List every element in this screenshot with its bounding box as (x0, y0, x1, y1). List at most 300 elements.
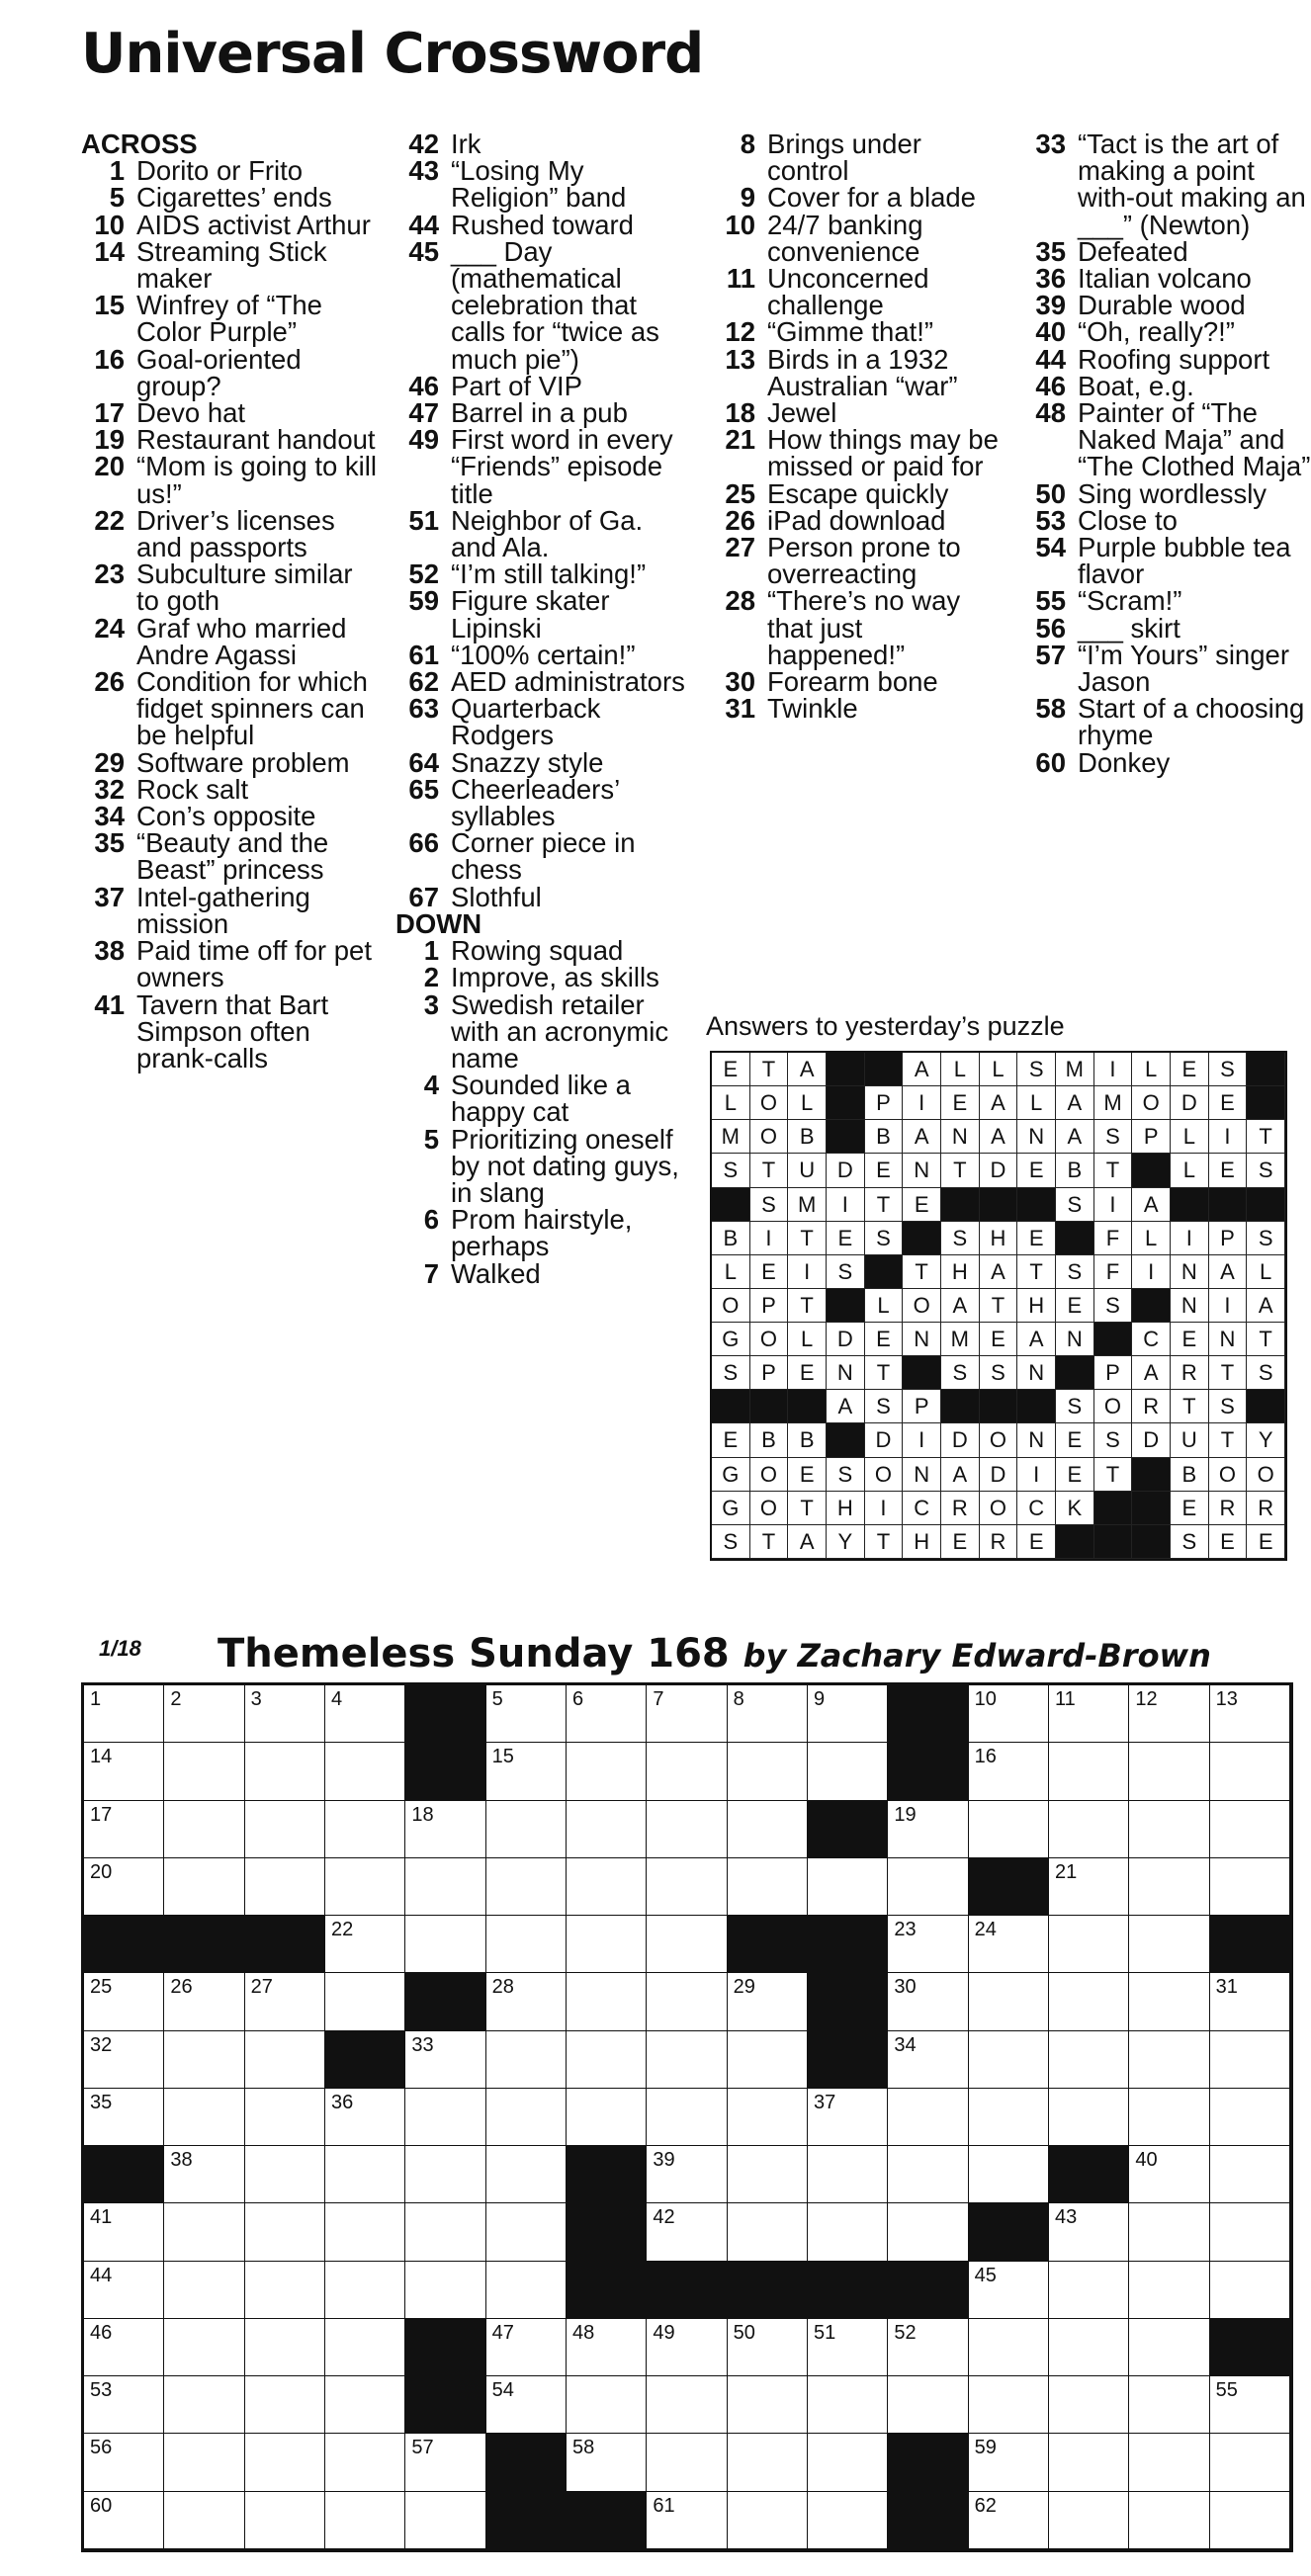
down-clue (1020, 693, 1311, 751)
grid-cell[interactable] (164, 2203, 244, 2261)
grid-cell[interactable] (84, 2262, 164, 2319)
grid-cell[interactable] (1049, 2203, 1129, 2261)
grid-cell[interactable] (84, 2319, 164, 2376)
grid-cell[interactable] (647, 1743, 727, 1800)
answer-cell: L (941, 1053, 980, 1086)
grid-cell[interactable] (1210, 2262, 1290, 2319)
grid-cell[interactable] (1049, 1916, 1129, 1973)
grid-cell[interactable] (1049, 1743, 1129, 1800)
grid-cell[interactable] (1210, 2434, 1290, 2491)
answer-cell: D (827, 1323, 865, 1356)
grid-cell[interactable] (1129, 2319, 1209, 2376)
grid-cell[interactable] (164, 2262, 244, 2319)
grid-cell[interactable] (888, 2319, 968, 2376)
grid-cell[interactable] (164, 1685, 244, 1743)
cell-number: 42 (653, 2206, 675, 2229)
clue-number: 50 (1035, 477, 1066, 509)
answer-cell: P (865, 1086, 904, 1120)
grid-cell[interactable] (969, 2146, 1049, 2203)
puzzle-title: Themeless Sunday 168 (218, 1631, 730, 1676)
grid-cell[interactable] (1049, 2262, 1129, 2319)
grid-cell[interactable] (245, 2031, 325, 2089)
grid-cell[interactable] (567, 2089, 647, 2146)
grid-cell[interactable] (1049, 1973, 1129, 2030)
answer-cell: I (827, 1188, 865, 1222)
grid-cell[interactable] (808, 2434, 888, 2491)
grid-cell[interactable] (84, 1801, 164, 1858)
answer-cell: E (1017, 1525, 1056, 1559)
grid-cell[interactable] (1210, 2376, 1290, 2434)
grid-cell[interactable] (325, 1801, 405, 1858)
grid-cell[interactable] (325, 2203, 405, 2261)
clue-text: “Losing My Religion” band (451, 155, 627, 214)
grid-cell[interactable] (164, 2146, 244, 2203)
cell-number: 49 (653, 2321, 675, 2344)
answer-cell: B (865, 1120, 904, 1154)
clue-number: 59 (408, 585, 439, 617)
grid-cell[interactable] (647, 1801, 727, 1858)
answer-cell: A (1056, 1120, 1094, 1154)
clue-number: 64 (408, 746, 439, 778)
grid-cell[interactable] (728, 1858, 808, 1916)
grid-cell[interactable] (567, 1916, 647, 1973)
grid-cell[interactable] (486, 2203, 567, 2261)
answer-black-square (1017, 1188, 1056, 1222)
grid-cell[interactable] (1129, 2376, 1209, 2434)
grid-cell[interactable] (325, 1858, 405, 1916)
grid-cell[interactable] (1129, 1801, 1209, 1858)
grid-cell[interactable] (888, 1801, 968, 1858)
down-clue (710, 209, 1003, 267)
grid-cell[interactable] (325, 1973, 405, 2030)
grid-cell[interactable] (647, 2089, 727, 2146)
grid-cell[interactable] (325, 2089, 405, 2146)
grid-cell[interactable] (245, 2262, 325, 2319)
grid-cell[interactable] (325, 2376, 405, 2434)
grid-cell[interactable] (84, 2031, 164, 2089)
grid-cell[interactable] (1129, 1858, 1209, 1916)
grid-cell[interactable] (325, 2146, 405, 2203)
grid-cell[interactable] (1210, 1973, 1290, 2030)
grid-cell[interactable] (647, 2434, 727, 2491)
grid-cell[interactable] (486, 2376, 567, 2434)
cell-number: 37 (814, 2091, 836, 2113)
answer-cell: T (1247, 1323, 1285, 1356)
grid-cell[interactable] (808, 1685, 888, 1743)
grid-cell[interactable] (888, 1858, 968, 1916)
grid-cell[interactable] (1210, 2031, 1290, 2089)
grid-cell[interactable] (728, 2031, 808, 2089)
grid-cell[interactable] (969, 2089, 1049, 2146)
grid-cell[interactable] (164, 2434, 244, 2491)
grid-cell[interactable] (728, 1743, 808, 1800)
black-square (888, 1685, 968, 1743)
grid-cell[interactable] (888, 2203, 968, 2261)
grid-cell[interactable] (1210, 2203, 1290, 2261)
answer-cell: E (788, 1356, 827, 1390)
answer-black-square (788, 1390, 827, 1423)
across-clue (81, 155, 378, 187)
grid-cell[interactable] (1129, 2434, 1209, 2491)
across-clue (81, 209, 378, 240)
grid-cell[interactable] (84, 1858, 164, 1916)
answer-cell: O (750, 1120, 789, 1154)
grid-cell[interactable] (969, 2319, 1049, 2376)
across-clue (395, 504, 688, 563)
grid-cell[interactable] (647, 1685, 727, 1743)
cell-number: 4 (331, 1688, 343, 1710)
grid-cell[interactable] (325, 1916, 405, 1973)
across-clue (81, 343, 378, 401)
clue-text: Devo hat (136, 397, 246, 429)
grid-cell[interactable] (647, 1916, 727, 1973)
grid-cell[interactable] (888, 2031, 968, 2089)
grid-cell[interactable] (1210, 2089, 1290, 2146)
across-clue (81, 827, 378, 886)
grid-cell[interactable] (325, 2319, 405, 2376)
grid-cell[interactable] (164, 1743, 244, 1800)
grid-cell[interactable] (567, 2376, 647, 2434)
grid-cell[interactable] (1049, 2319, 1129, 2376)
grid-cell[interactable] (486, 2146, 567, 2203)
grid-cell[interactable] (405, 1916, 485, 1973)
grid-cell[interactable] (1129, 2146, 1209, 2203)
cell-number: 11 (1055, 1688, 1076, 1710)
answer-black-square (827, 1289, 865, 1323)
grid-cell[interactable] (888, 1916, 968, 1973)
answer-cell: E (827, 1222, 865, 1255)
cell-number: 10 (974, 1688, 997, 1710)
clue-text: ___ Day (mathematical celebration that calls for “twice as much pie”) (451, 235, 659, 375)
across-clue (395, 693, 688, 751)
answer-cell: B (712, 1222, 750, 1255)
grid-cell[interactable] (888, 2089, 968, 2146)
grid-cell[interactable] (567, 2319, 647, 2376)
grid-cell[interactable] (84, 2376, 164, 2434)
grid-cell[interactable] (647, 1858, 727, 1916)
clue-text: Rowing squad (451, 935, 624, 967)
answer-cell: E (1209, 1525, 1248, 1559)
grid-cell[interactable] (1210, 2492, 1290, 2549)
grid-cell[interactable] (164, 2089, 244, 2146)
grid-cell[interactable] (647, 2203, 727, 2261)
grid-cell[interactable] (567, 2031, 647, 2089)
cell-number: 61 (653, 2494, 675, 2517)
grid-cell[interactable] (728, 2434, 808, 2491)
clue-text: Quarterback Rodgers (451, 693, 601, 751)
grid-cell[interactable] (84, 2492, 164, 2549)
cell-number: 29 (733, 1976, 755, 1999)
clue-text: Driver’s licenses and passports (136, 504, 335, 563)
answer-cell: S (1017, 1053, 1056, 1086)
grid-cell[interactable] (405, 2203, 485, 2261)
cell-number: 27 (250, 1976, 273, 1999)
grid-cell[interactable] (969, 1685, 1049, 1743)
grid-cell[interactable] (1049, 2031, 1129, 2089)
grid-cell[interactable] (567, 1801, 647, 1858)
grid-cell[interactable] (1129, 1685, 1209, 1743)
clue-number: 11 (726, 263, 755, 295)
answer-cell: E (750, 1255, 789, 1289)
puzzle-heading (218, 1631, 1211, 1676)
clue-number: 29 (94, 746, 125, 778)
grid-cell[interactable] (1129, 1973, 1209, 2030)
grid-cell[interactable] (245, 2146, 325, 2203)
grid-cell[interactable] (325, 2262, 405, 2319)
black-square (84, 2146, 164, 2203)
answer-cell: S (941, 1356, 980, 1390)
grid-cell[interactable] (728, 2492, 808, 2549)
grid-cell[interactable] (1210, 1743, 1290, 1800)
down-clue (1020, 399, 1311, 480)
grid-cell[interactable] (1049, 1685, 1129, 1743)
clue-number: 17 (94, 397, 125, 429)
answer-cell: B (1171, 1458, 1209, 1492)
grid-cell[interactable] (567, 2434, 647, 2491)
grid-cell[interactable] (808, 1743, 888, 1800)
grid-cell[interactable] (486, 1858, 567, 1916)
grid-cell[interactable] (325, 2434, 405, 2491)
grid-cell[interactable] (647, 2031, 727, 2089)
grid-cell[interactable] (1210, 2146, 1290, 2203)
clue-text: Rushed toward (451, 209, 634, 240)
grid-cell[interactable] (1129, 2203, 1209, 2261)
answer-black-square (865, 1053, 904, 1086)
clue-text: Sounded like a happy cat (451, 1070, 631, 1128)
grid-cell[interactable] (405, 2146, 485, 2203)
grid-cell[interactable] (728, 2146, 808, 2203)
grid-cell[interactable] (567, 1743, 647, 1800)
cell-number: 33 (411, 2033, 434, 2056)
grid-cell[interactable] (84, 1973, 164, 2030)
grid-cell[interactable] (728, 2203, 808, 2261)
answer-cell: A (1247, 1289, 1285, 1323)
cell-number: 35 (90, 2091, 113, 2113)
grid-cell[interactable] (969, 2262, 1049, 2319)
clue-number: 54 (1035, 532, 1066, 563)
black-square (486, 2492, 567, 2549)
answer-cell: N (1056, 1323, 1094, 1356)
grid-cell[interactable] (164, 1858, 244, 1916)
grid-cell[interactable] (245, 1743, 325, 1800)
grid-cell[interactable] (808, 2146, 888, 2203)
grid-cell[interactable] (1129, 2089, 1209, 2146)
grid-cell[interactable] (808, 2319, 888, 2376)
grid-cell[interactable] (647, 2319, 727, 2376)
grid-cell[interactable] (1049, 1801, 1129, 1858)
grid-cell[interactable] (728, 1973, 808, 2030)
answer-cell: E (1056, 1289, 1094, 1323)
answer-cell: I (1209, 1120, 1248, 1154)
grid-cell[interactable] (84, 1743, 164, 1800)
grid-cell[interactable] (647, 2376, 727, 2434)
grid-cell[interactable] (245, 1858, 325, 1916)
grid-cell[interactable] (1049, 2089, 1129, 2146)
down-clue (1020, 532, 1311, 590)
grid-cell[interactable] (325, 1685, 405, 1743)
answer-cell: D (980, 1154, 1018, 1187)
grid-cell[interactable] (1210, 1685, 1290, 1743)
cell-number: 52 (894, 2321, 917, 2344)
answer-cell: N (827, 1356, 865, 1390)
answer-black-square (1132, 1492, 1171, 1525)
grid-cell[interactable] (486, 2262, 567, 2319)
grid-cell[interactable] (486, 1685, 567, 1743)
answer-black-square (1056, 1525, 1094, 1559)
answer-cell: E (1017, 1222, 1056, 1255)
grid-cell[interactable] (1129, 1743, 1209, 1800)
cell-number: 54 (491, 2379, 514, 2402)
black-square (808, 1973, 888, 2030)
grid-cell[interactable] (84, 1685, 164, 1743)
grid-cell[interactable] (245, 1801, 325, 1858)
grid-cell[interactable] (969, 2492, 1049, 2549)
grid-cell[interactable] (486, 2319, 567, 2376)
down-clue (710, 666, 1003, 698)
across-clue (395, 881, 688, 912)
grid-cell[interactable] (808, 2203, 888, 2261)
answer-cell: M (788, 1188, 827, 1222)
clue-text: Goal-oriented group? (136, 343, 302, 401)
grid-cell[interactable] (486, 2089, 567, 2146)
grid-cell[interactable] (728, 1801, 808, 1858)
grid-cell[interactable] (84, 2203, 164, 2261)
grid-cell[interactable] (164, 2376, 244, 2434)
grid-cell[interactable] (728, 2319, 808, 2376)
across-clue (81, 773, 378, 805)
clue-number: 5 (109, 182, 125, 214)
grid-cell[interactable] (1049, 2434, 1129, 2491)
grid-cell[interactable] (728, 2376, 808, 2434)
grid-cell[interactable] (647, 2146, 727, 2203)
grid-cell[interactable] (1049, 2492, 1129, 2549)
grid-cell[interactable] (888, 2146, 968, 2203)
grid-cell[interactable] (405, 2262, 485, 2319)
grid-cell[interactable] (969, 2031, 1049, 2089)
grid-cell[interactable] (164, 2492, 244, 2549)
clue-number: 55 (1035, 585, 1066, 617)
previous-answers-title: Answers to yesterday’s puzzle (706, 1011, 1065, 1041)
grid-cell[interactable] (1129, 2031, 1209, 2089)
answer-cell: T (980, 1289, 1018, 1323)
grid-cell[interactable] (164, 1801, 244, 1858)
grid-cell[interactable] (728, 2089, 808, 2146)
answer-cell: S (1247, 1356, 1285, 1390)
grid-cell[interactable] (245, 2376, 325, 2434)
grid-cell[interactable] (808, 2492, 888, 2549)
answer-cell: E (712, 1423, 750, 1457)
answer-cell: B (750, 1423, 789, 1457)
grid-cell[interactable] (728, 1685, 808, 1743)
grid-cell[interactable] (325, 1743, 405, 1800)
clue-text: Donkey (1078, 746, 1171, 778)
grid-cell[interactable] (325, 2492, 405, 2549)
grid-cell[interactable] (888, 2376, 968, 2434)
grid-cell[interactable] (969, 2434, 1049, 2491)
grid-cell[interactable] (164, 1973, 244, 2030)
grid-cell[interactable] (486, 1916, 567, 1973)
clue-number: 36 (1035, 263, 1066, 295)
grid-cell[interactable] (567, 1685, 647, 1743)
answer-cell: N (1171, 1255, 1209, 1289)
answer-cell: A (980, 1255, 1018, 1289)
grid-cell[interactable] (647, 1973, 727, 2030)
answer-black-square (1171, 1188, 1209, 1222)
grid-cell[interactable] (164, 2319, 244, 2376)
cell-number: 25 (90, 1976, 113, 1999)
grid-cell[interactable] (808, 2376, 888, 2434)
grid-cell[interactable] (405, 2031, 485, 2089)
grid-cell[interactable] (1049, 2376, 1129, 2434)
grid-cell[interactable] (405, 1801, 485, 1858)
down-clue (710, 693, 1003, 725)
grid-cell[interactable] (245, 2089, 325, 2146)
grid-cell[interactable] (164, 2031, 244, 2089)
answer-black-square (980, 1390, 1018, 1423)
black-square (405, 1973, 485, 2030)
grid-cell[interactable] (486, 2031, 567, 2089)
grid-cell[interactable] (1129, 2492, 1209, 2549)
down-clue (395, 1204, 688, 1262)
grid-cell[interactable] (969, 1916, 1049, 1973)
grid-cell[interactable] (969, 1973, 1049, 2030)
answer-cell: K (1056, 1492, 1094, 1525)
answer-cell: E (903, 1188, 941, 1222)
down-clue (710, 477, 1003, 509)
grid-cell[interactable] (567, 1858, 647, 1916)
grid-cell[interactable] (969, 1801, 1049, 1858)
clue-number: 63 (408, 693, 439, 725)
clue-number: 38 (94, 935, 125, 967)
grid-cell[interactable] (567, 1973, 647, 2030)
grid-cell[interactable] (245, 1973, 325, 2030)
grid-cell[interactable] (1210, 1858, 1290, 1916)
grid-cell[interactable] (405, 2089, 485, 2146)
down-clue (1020, 370, 1311, 401)
grid-cell[interactable] (405, 1858, 485, 1916)
grid-cell[interactable] (486, 1801, 567, 1858)
grid-cell[interactable] (647, 2492, 727, 2549)
grid-cell[interactable] (84, 2089, 164, 2146)
answer-cell: S (1209, 1390, 1248, 1423)
clue-number: 13 (725, 343, 755, 375)
grid-cell[interactable] (245, 2492, 325, 2549)
grid-cell[interactable] (1210, 1801, 1290, 1858)
grid-cell[interactable] (808, 1858, 888, 1916)
grid-cell[interactable] (969, 2376, 1049, 2434)
grid-cell[interactable] (969, 1743, 1049, 1800)
clue-number: 3 (423, 988, 439, 1020)
grid-cell[interactable] (245, 1685, 325, 1743)
grid-cell[interactable] (84, 2434, 164, 2491)
grid-cell[interactable] (888, 1973, 968, 2030)
grid-cell[interactable] (245, 2319, 325, 2376)
grid-cell[interactable] (1049, 1858, 1129, 1916)
grid-cell[interactable] (405, 2492, 485, 2549)
crossword-grid (81, 1682, 1293, 2552)
grid-cell[interactable] (1129, 2262, 1209, 2319)
clue-number: 48 (1035, 397, 1066, 429)
grid-cell[interactable] (486, 1743, 567, 1800)
grid-cell[interactable] (1129, 1916, 1209, 1973)
grid-cell[interactable] (245, 2203, 325, 2261)
clue-number: 16 (94, 343, 125, 375)
grid-cell[interactable] (245, 2434, 325, 2491)
grid-cell[interactable] (808, 2089, 888, 2146)
cell-number: 34 (894, 2033, 917, 2056)
grid-cell[interactable] (405, 2434, 485, 2491)
grid-cell[interactable] (486, 1973, 567, 2030)
